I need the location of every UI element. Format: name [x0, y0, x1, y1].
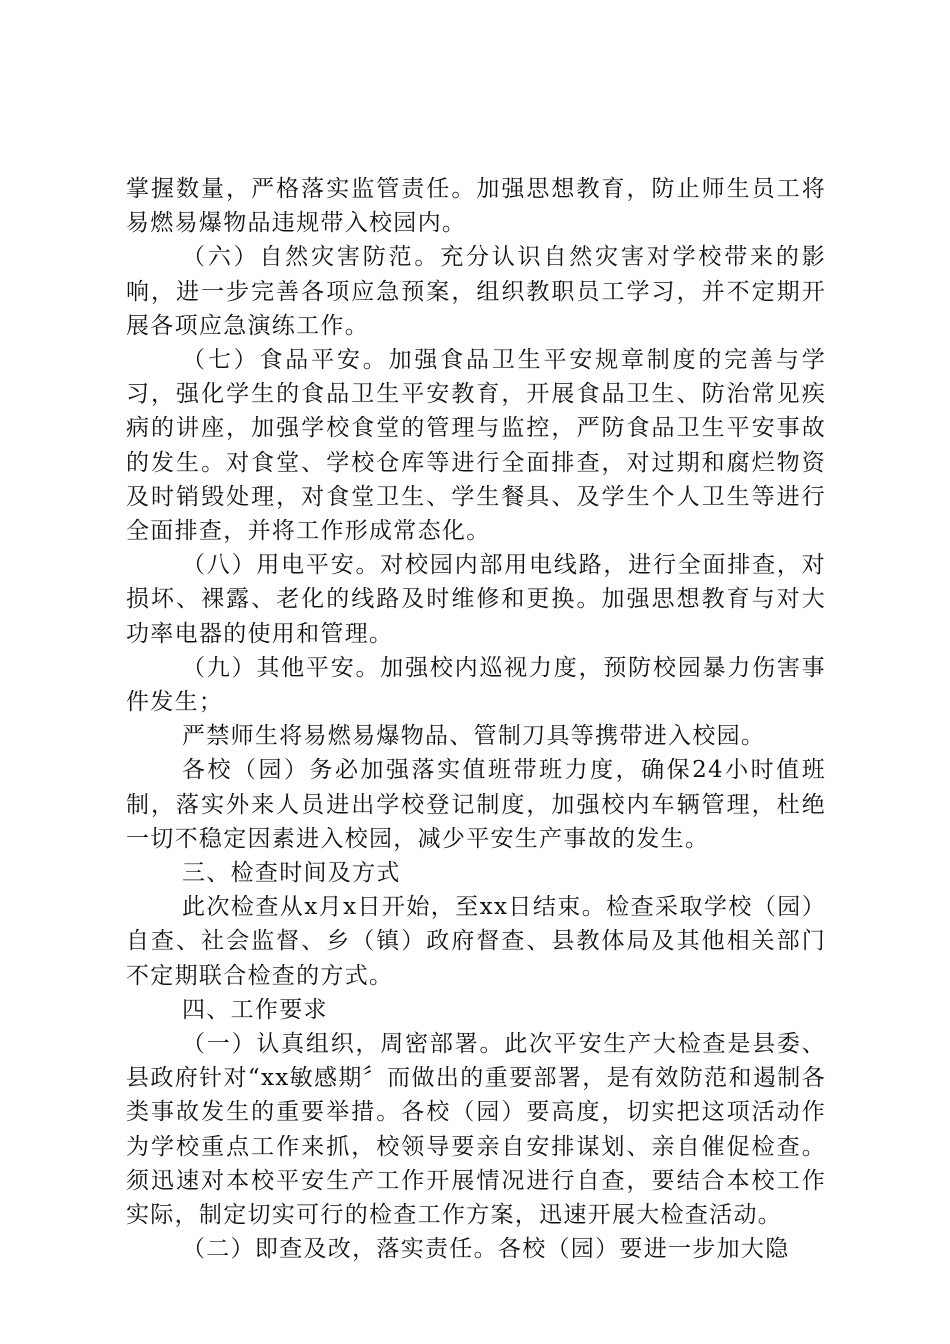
section-heading-inspection-time: 三、检查时间及方式: [182, 860, 401, 887]
paragraph-intro: 掌握数量，严格落实监管责任。加强思想教育，防止师生员工将易燃易爆物品违规带入校园内。: [126, 176, 826, 237]
paragraph-food-safety: （七）食品平安。加强食品卫生平安规章制度的完善与学习，强化学生的食品卫生平安教育，开展食品卫生、防治常见疾病的讲座，加强学校食堂的管理与监控，严防食品卫生平安事故的发生。对食堂、学校仓库等进行全面排查，对过期和腐烂物资及时销毁处理，对食堂卫生、学生餐具、及学生个人卫生等进行全面排查，并将工作形成常态化。: [126, 347, 826, 545]
paragraph-other-safety: （九）其他平安。加强校内巡视力度，预防校园暴力伤害事件发生；: [126, 654, 826, 716]
document-page: [126, 172, 826, 1267]
paragraph-natural-disaster: （六）自然灾害防范。充分认识自然灾害对学校带来的影响，进一步完善各项应急预案，组织教职员工学习，并不定期开展各项应急演练工作。: [126, 244, 826, 339]
section-heading-work-requirements: 四、工作要求: [182, 996, 328, 1023]
paragraph-prohibition: 严禁师生将易燃易爆物品、管制刀具等携带进入校园。: [182, 723, 766, 750]
paragraph-duty-shift: 各校（园）务必加强落实值班带班力度，确保24小时值班制，落实外来人员进出学校登记制度，加强校内车辆管理，杜绝一切不稳定因素进入校园，减少平安生产事故的发生。: [126, 757, 826, 852]
paragraph-electricity-safety: （八）用电平安。对校园内部用电线路，进行全面排查，对损坏、裸露、老化的线路及时维修和更换。加强思想教育与对大功率电器的使用和管理。: [126, 552, 826, 647]
paragraph-inspect-and-fix: （二）即查及改，落实责任。各校（园）要进一步加大隐: [182, 1236, 790, 1263]
paragraph-inspection-time: 此次检查从x月x日开始，至xx日结束。检查采取学校（园）自查、社会监督、乡（镇）政府督查、县教体局及其他相关部门不定期联合检查的方式。: [126, 894, 826, 989]
paragraph-organize: （一）认真组织，周密部署。此次平安生产大检查是县委、县政府针对“xx敏感期〞而做出的重要部署，是有效防范和遏制各类事故发生的重要举措。各校（园）要高度，切实把这项活动作为学校重点工作来抓，校领导要亲自安排谋划、亲自催促检查。须迅速对本校平安生产工作开展情况进行自查，要结合本校工作实际，制定切实可行的检查工作方案，迅速开展大检查活动。: [126, 1031, 826, 1229]
